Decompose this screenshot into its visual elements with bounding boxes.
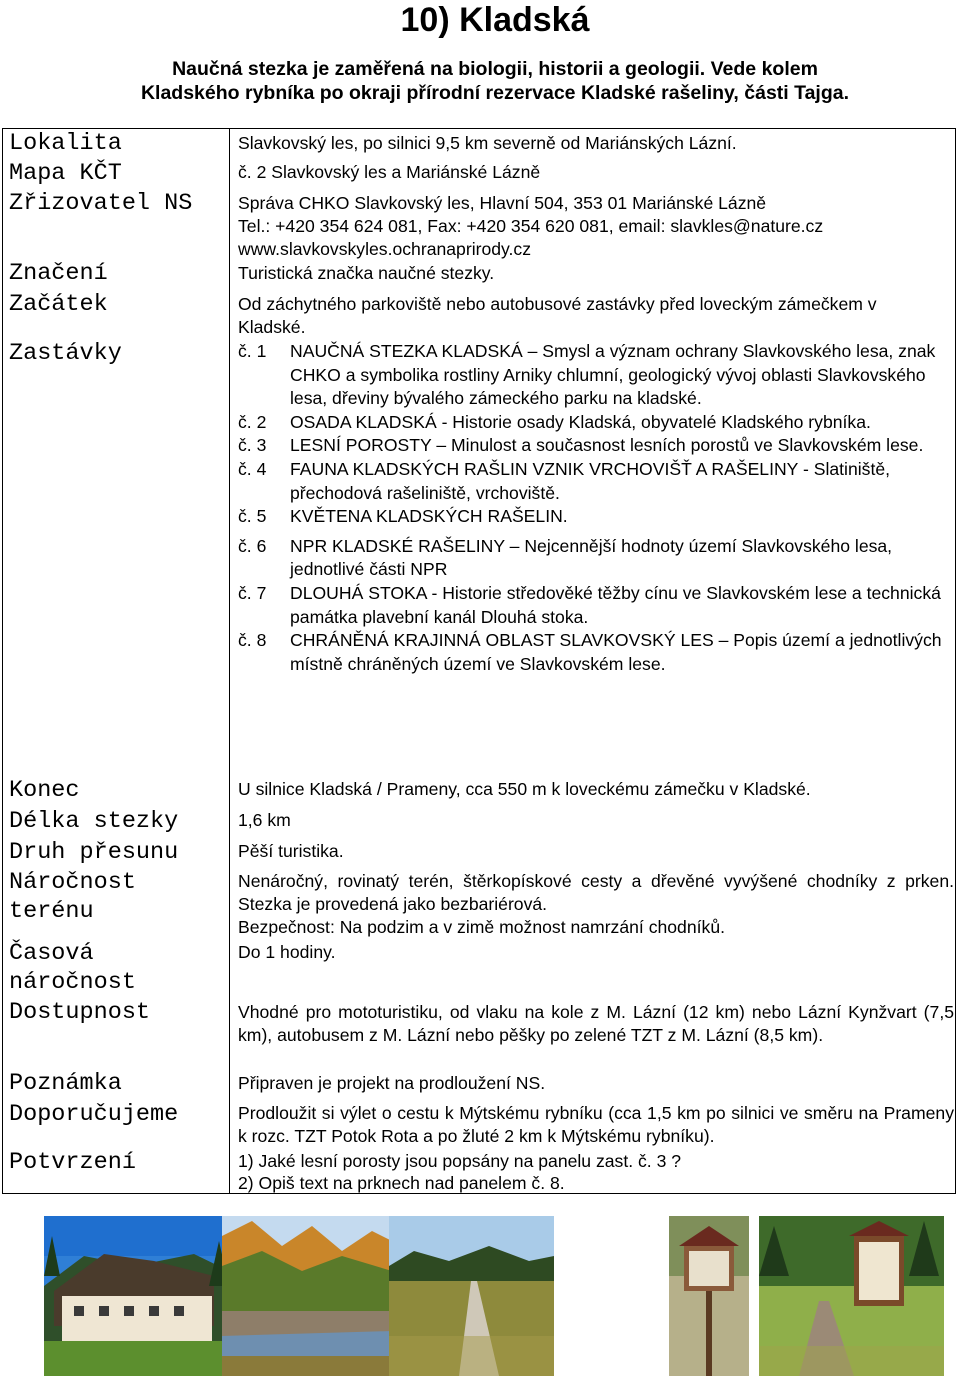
label-mapa: Mapa KČT bbox=[9, 160, 122, 187]
stop-text: LESNÍ POROSTY – Minulost a současnost lesních porostů ve Slavkovském lese. bbox=[290, 435, 924, 456]
value-lokalita: Slavkovský les, po silnici 9,5 km severně od Mariánských Lázní. bbox=[238, 133, 737, 153]
label-druh: Druh přesunu bbox=[9, 839, 179, 866]
narocnost-safety: Bezpečnost: Na podzim a v zimě možnost namrzání chodníků. bbox=[238, 917, 725, 937]
stop-number: č. 1 bbox=[238, 341, 267, 361]
stop-number: č. 3 bbox=[238, 435, 267, 456]
stop-item bbox=[238, 434, 954, 458]
value-druh: Pěší turistika. bbox=[238, 841, 344, 861]
stop-text: DLOUHÁ STOKA - Historie středověké těžby cínu ve Slavkovském lese a technická památka plavební kanál Dlouhá stoka. bbox=[290, 582, 941, 627]
page-title: 10) Kladská bbox=[400, 1, 590, 39]
zrizovatel-contact: Tel.: +420 354 624 081, Fax: +420 354 620 081, email: slavkles@nature.cz bbox=[238, 216, 824, 236]
label-poznamka: Poznámka bbox=[9, 1070, 122, 1097]
photo-hunting-lodge bbox=[44, 1216, 229, 1376]
value-dostupnost: Vhodné pro mototuristiku, od vlaku na kole z M. Lázní (12 km) nebo Lázní Kynžvart (7,5 km), autobusem z M. Lázní nebo pěšky po zelené TZT z M. Lázní (8,5 km). bbox=[238, 1002, 954, 1045]
info-table bbox=[2, 128, 956, 1194]
stop-item bbox=[238, 582, 954, 629]
label-casova: Časová bbox=[9, 940, 94, 967]
stop-item bbox=[238, 458, 954, 505]
page-subtitle bbox=[0, 57, 960, 105]
label-narocnost-line2: terénu bbox=[9, 898, 94, 925]
label-konec: Konec bbox=[9, 777, 80, 804]
value-potvrzeni bbox=[238, 1150, 954, 1194]
value-mapa: č. 2 Slavkovský les a Mariánské Lázně bbox=[238, 162, 541, 182]
subtitle-line: Naučná stezka je zaměřená na biologii, historii a geologii. Vede kolem bbox=[172, 58, 818, 80]
stop-text: CHRÁNĚNÁ KRAJINNÁ OBLAST SLAVKOVSKÝ LES – Popis území a jednotlivých místně chráněných území ve Slavkovském lese. bbox=[290, 630, 942, 674]
label-znaceni: Značení bbox=[9, 260, 108, 287]
subtitle-line: Kladského rybníka po okraji přírodní rezervace Kladské rašeliny, části Tajga. bbox=[140, 82, 850, 104]
value-poznamka: Připraven je projekt na prodloužení NS. bbox=[238, 1073, 546, 1093]
question-2: 2) Opiš text na prknech nad panelem č. 8. bbox=[238, 1173, 565, 1193]
value-znaceni: Turistická značka naučné stezky. bbox=[238, 263, 495, 283]
stop-item bbox=[238, 411, 954, 435]
value-doporucujeme: Prodloužit si výlet o cestu k Mýtskému rybníku (cca 1,5 km po silnici ve směru na Prameny k rozc. TZT Potok Rota a po žluté 2 km k Mýtskému rybníku). bbox=[238, 1103, 954, 1146]
label-doporucujeme: Doporučujeme bbox=[9, 1101, 179, 1128]
label-narocnost: Náročnost bbox=[9, 869, 136, 896]
stop-number: č. 2 bbox=[238, 411, 267, 432]
label-casova-line2: náročnost bbox=[9, 969, 136, 996]
stop-item bbox=[238, 535, 954, 582]
stop-text: KVĚTENA KLADSKÝCH RAŠELIN. bbox=[290, 506, 568, 527]
value-konec: U silnice Kladská / Prameny, cca 550 m k loveckému zámečku v Kladské. bbox=[238, 779, 811, 799]
question-1: 1) Jaké lesní porosty jsou popsány na panelu zast. č. 3 ? bbox=[238, 1151, 682, 1171]
label-lokalita: Lokalita bbox=[9, 130, 122, 157]
value-casova: Do 1 hodiny. bbox=[238, 942, 336, 962]
photo-boardwalk bbox=[759, 1216, 944, 1376]
value-zrizovatel bbox=[238, 192, 954, 261]
column-divider bbox=[229, 129, 230, 1193]
stop-number: č. 4 bbox=[238, 458, 267, 479]
zrizovatel-address: Správa CHKO Slavkovský les, Hlavní 504, 353 01 Mariánské Lázně bbox=[238, 193, 767, 213]
stop-number: č. 8 bbox=[238, 630, 267, 651]
value-delka: 1,6 km bbox=[238, 810, 291, 830]
photo-pond bbox=[222, 1216, 392, 1376]
stop-text: FAUNA KLADSKÝCH RAŠLIN VZNIK VRCHOVIŠŤ A RAŠELINY - Slatiniště, přechodová rašeliniště, vrchoviště. bbox=[290, 458, 891, 503]
photo-strip bbox=[44, 1216, 944, 1376]
photo-gravel-path bbox=[389, 1216, 554, 1376]
label-potvrzeni: Potvrzení bbox=[9, 1149, 136, 1176]
label-zacatek: Začátek bbox=[9, 291, 108, 318]
label-zastavky: Zastávky bbox=[9, 340, 122, 367]
label-zrizovatel: Zřizovatel NS bbox=[9, 190, 193, 217]
stop-text: OSADA KLADSKÁ - Historie osady Kladská, obyvatelé Kladského rybníka. bbox=[290, 411, 871, 432]
stop-number: č. 6 bbox=[238, 535, 267, 556]
stop-item bbox=[238, 629, 954, 676]
stop-text: NPR KLADSKÉ RAŠELINY – Nejcennější hodnoty území Slavkovského lesa, jednotlivé části NPR bbox=[290, 535, 893, 580]
stop-item bbox=[238, 505, 954, 529]
stops-list bbox=[238, 340, 954, 676]
value-zacatek: Od záchytného parkoviště nebo autobusové zastávky před loveckým zámečkem v Kladské. bbox=[238, 294, 877, 337]
stop-item bbox=[238, 340, 954, 411]
label-dostupnost: Dostupnost bbox=[9, 999, 151, 1026]
stop-text: NAUČNÁ STEZKA KLADSKÁ – Smysl a význam ochrany Slavkovského lesa, znak CHKO a symbolika rostliny Arniky chlumní, geologický vývoj oblasti Slavkovského lesa, dřeviny bývalého zámeckého parku na kladské. bbox=[290, 341, 936, 409]
stop-number: č. 5 bbox=[238, 506, 267, 527]
stop-number: č. 7 bbox=[238, 582, 267, 603]
zrizovatel-web: www.slavkovskyles.ochranaprirody.cz bbox=[238, 239, 532, 259]
narocnost-terrain: Nenáročný, rovinatý terén, štěrkopískové cesty a dřevěné vyvýšené chodníky z prken. Stezka je provedená jako bezbariérová. bbox=[238, 871, 954, 914]
photo-sign-board bbox=[669, 1216, 749, 1376]
value-narocnost bbox=[238, 870, 954, 939]
label-delka: Délka stezky bbox=[9, 808, 179, 835]
